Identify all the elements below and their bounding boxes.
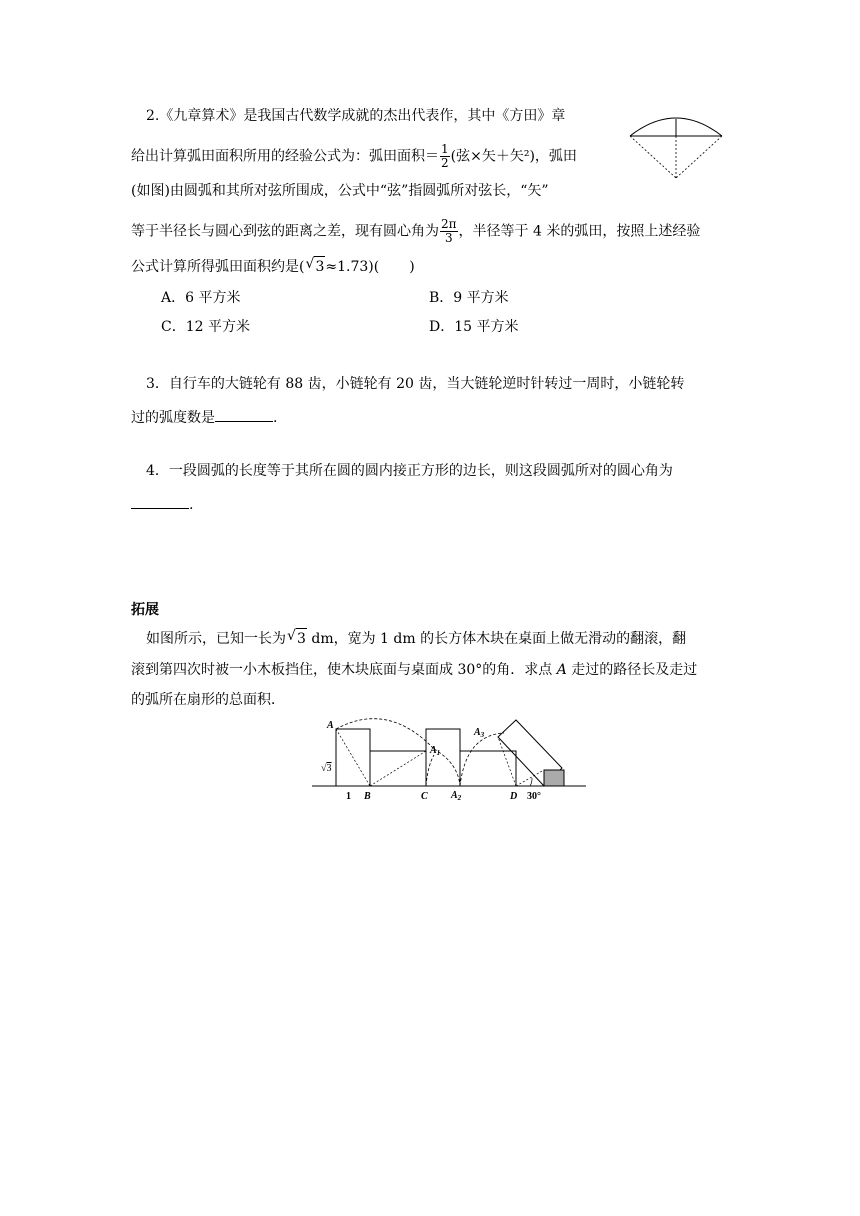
- ext-line-1b: dm，宽为 1 dm 的长方体木块在桌面上做无滑动的翻滚，翻: [306, 631, 687, 647]
- q2-line-5b: ≈1.73)(: [325, 259, 380, 275]
- q4-answer-blank[interactable]: [131, 494, 189, 509]
- q3-line-2: [131, 407, 277, 428]
- arc-field-figure: [628, 106, 724, 182]
- q3-line-2b: .: [273, 410, 278, 426]
- label-a3: [473, 727, 485, 739]
- q2-line-4: [131, 218, 700, 245]
- q2-line-5a: 公式计算所得弧田面积约是(: [131, 259, 305, 275]
- q2-line-4a: 等于半径长与圆心到弦的距离之差，现有圆心角为: [131, 223, 439, 240]
- ext-line-1a: 如图所示，已知一长为: [146, 631, 286, 647]
- ext-line-2a: 滚到第四次时被一小木板挡住，使木块底面与桌面成 30°的角．求点: [131, 662, 553, 678]
- label-c: C: [421, 791, 428, 802]
- q2-line-2: [131, 143, 577, 170]
- ext-sqrt: √ 3: [296, 628, 307, 649]
- option-c: C．12 平方米: [161, 319, 250, 335]
- q2-line-2b: (弦×矢＋矢²)，弧田: [450, 148, 577, 165]
- option-a: A．6 平方米: [161, 290, 241, 306]
- q2-line-2a: 给出计算弧田面积所用的经验公式为：弧田面积＝: [131, 148, 439, 165]
- q3-line-1: 3．自行车的大链轮有 88 齿，小链轮有 20 齿，当大链轮逆时针转过一周时，小链轮转: [146, 376, 685, 392]
- frac-num: 1: [441, 142, 449, 156]
- angle-den: 3: [444, 231, 453, 245]
- label-a3-sub: 3: [480, 731, 485, 739]
- label-d: D: [510, 791, 518, 802]
- label-one: 1: [346, 791, 351, 802]
- q2-line-3: (如图)由圆弧和其所对弦所围成，公式中“弦”指圆弧所对弦长，“矢”: [131, 183, 549, 199]
- option-b: B．9 平方米: [429, 290, 509, 306]
- q2-line-5: [131, 256, 415, 277]
- label-sqrt3-val: 3: [326, 763, 332, 774]
- point-a-var: A: [556, 662, 567, 678]
- extension-title: 拓展: [131, 602, 159, 618]
- option-d: D．15 平方米: [429, 319, 519, 335]
- label-sqrt3: √3: [321, 763, 332, 774]
- q2-half-fraction: [440, 143, 450, 170]
- label-a2-letter: A: [451, 790, 458, 801]
- label-a: A: [327, 720, 334, 731]
- q4-line-2: [131, 494, 193, 515]
- q2-angle-fraction: [440, 218, 458, 245]
- q4-line-2-end: .: [189, 497, 194, 513]
- ext-line-2: [131, 660, 697, 680]
- frac-den: 2: [441, 156, 449, 170]
- label-angle: 30°: [527, 791, 541, 802]
- angle-num: 2π: [441, 217, 457, 231]
- ext-line-1: [146, 628, 686, 649]
- ext-line-2c: 走过的路径长及走过: [571, 662, 698, 678]
- label-a1-sub: 1: [436, 749, 441, 757]
- q2-line-4b: ，半径等于 4 米的弧田，按照上述经验: [458, 223, 701, 240]
- label-b: B: [364, 791, 371, 802]
- label-a1-letter: A: [430, 745, 437, 756]
- q2-line-5c: ): [409, 259, 415, 275]
- q4-line-1: 4．一段圆弧的长度等于其所在圆的圆内接正方形的边长，则这段圆弧所对的圆心角为: [146, 463, 673, 479]
- q3-line-2a: 过的弧度数是: [131, 410, 215, 426]
- ext-line-3: 的弧所在扇形的总面积．: [131, 692, 285, 708]
- q2-line-1: 2.《九章算术》是我国古代数学成就的杰出代表作，其中《方田》章: [146, 108, 566, 124]
- q3-answer-blank[interactable]: [215, 407, 273, 422]
- label-a2-sub: 2: [457, 794, 462, 802]
- label-a2: [450, 790, 462, 802]
- label-a3-letter: A: [474, 727, 481, 738]
- label-a1: [429, 745, 440, 757]
- sqrt-symbol: √ 3: [314, 256, 325, 277]
- rolling-block-figure: [308, 715, 590, 805]
